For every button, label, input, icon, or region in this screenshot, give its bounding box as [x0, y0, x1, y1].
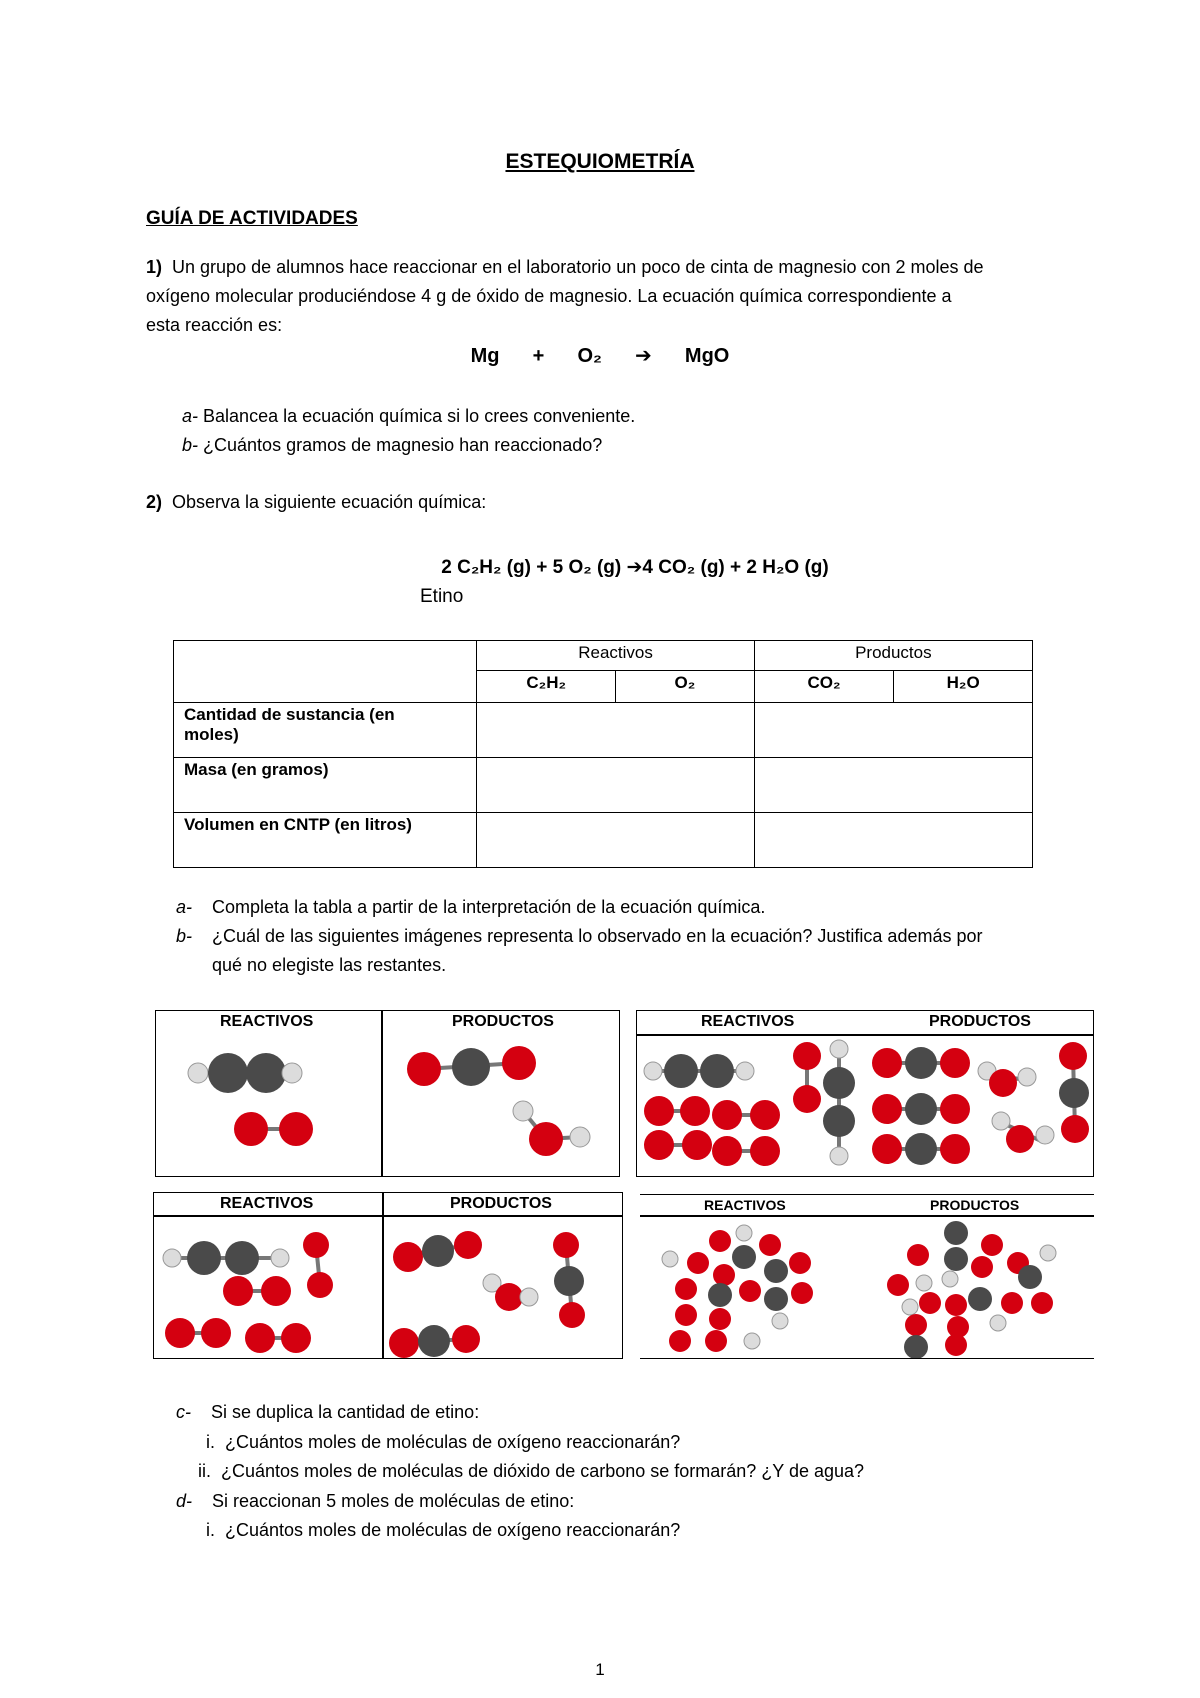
label-productos: PRODUCTOS [929, 1013, 1031, 1030]
hydrogen-atom [644, 1062, 662, 1080]
q2-b-text-2: qué no elegiste las restantes. [212, 955, 447, 975]
oxygen-atom [1001, 1292, 1023, 1314]
eq-o2: O₂ [577, 345, 602, 367]
oxygen-atom [529, 1122, 563, 1156]
q2-intro-text: Observa la siguiente ecuación química: [172, 492, 487, 512]
hydrogen-atom [992, 1112, 1010, 1130]
q2-d-i-num: i. [206, 1520, 215, 1540]
carbon-atom [225, 1241, 259, 1275]
carbon-atom [554, 1266, 584, 1296]
q2-c-i [206, 1428, 680, 1457]
cell-reactivos-moles[interactable] [477, 703, 754, 758]
oxygen-atom [201, 1318, 231, 1348]
q1-text-line2: oxígeno molecular produciéndose 4 g de óxido de magnesio. La ecuación química correspondiente a [146, 286, 952, 306]
cell-productos-masa[interactable] [754, 758, 1032, 813]
oxygen-atom [1061, 1115, 1089, 1143]
oxygen-atom [495, 1283, 523, 1311]
carbon-atom [1059, 1078, 1089, 1108]
carbon-atom [905, 1093, 937, 1125]
row-label-moles-a: Cantidad de sustancia (en [184, 705, 395, 724]
oxygen-atom [223, 1276, 253, 1306]
oxygen-atom [234, 1112, 268, 1146]
hydrogen-atom [736, 1062, 754, 1080]
hydrogen-atom [830, 1147, 848, 1165]
col-c2h2: C₂H₂ [477, 671, 616, 703]
oxygen-atom [1059, 1042, 1087, 1070]
hydrogen-atom [830, 1040, 848, 1058]
hydrogen-atom [662, 1251, 678, 1267]
oxygen-atom [759, 1234, 781, 1256]
oxygen-atom [454, 1231, 482, 1259]
hydrogen-atom [163, 1249, 181, 1267]
q2-d-i-text: ¿Cuántos moles de moléculas de oxígeno reaccionarán? [225, 1520, 681, 1540]
molecules-drawing [640, 1195, 1094, 1358]
image-option-2[interactable] [636, 1010, 1094, 1177]
hydrogen-atom [513, 1101, 533, 1121]
oxygen-atom [675, 1278, 697, 1300]
oxygen-atom [389, 1328, 419, 1358]
hydrogen-atom [736, 1225, 752, 1241]
carbon-atom [732, 1245, 756, 1269]
oxygen-atom [712, 1136, 742, 1166]
arrow-icon: ➔ [635, 345, 652, 367]
oxygen-atom [393, 1242, 423, 1272]
oxygen-atom [919, 1292, 941, 1314]
page-number: 1 [595, 1660, 605, 1679]
carbon-atom [708, 1283, 732, 1307]
q2-a-letter: a- [176, 897, 193, 917]
q1-item-a [182, 402, 635, 431]
image-option-1[interactable] [155, 1010, 620, 1177]
oxygen-atom [1031, 1292, 1053, 1314]
label-productos: PRODUCTOS [450, 1195, 552, 1212]
carbon-atom [968, 1287, 992, 1311]
label-reactivos: REACTIVOS [704, 1197, 786, 1213]
q1-line1 [146, 253, 1106, 282]
hydrogen-atom [916, 1275, 932, 1291]
oxygen-atom [981, 1234, 1003, 1256]
cell-productos-moles[interactable] [754, 703, 1032, 758]
oxygen-atom [281, 1323, 311, 1353]
oxygen-atom [307, 1272, 333, 1298]
oxygen-atom [669, 1330, 691, 1352]
carbon-atom [208, 1053, 248, 1093]
oxygen-atom [945, 1294, 967, 1316]
col-h2o: H₂O [894, 671, 1033, 703]
label-reactivos: REACTIVOS [220, 1195, 314, 1212]
q1-a-letter: a- [182, 406, 199, 426]
oxygen-atom [789, 1252, 811, 1274]
oxygen-atom [687, 1252, 709, 1274]
oxygen-atom [750, 1136, 780, 1166]
oxygen-atom [793, 1042, 821, 1070]
carbon-atom [187, 1241, 221, 1275]
oxygen-atom [675, 1304, 697, 1326]
carbon-atom [905, 1133, 937, 1165]
oxygen-atom [907, 1244, 929, 1266]
cell-productos-volumen[interactable] [754, 813, 1032, 868]
q1-text-line1: Un grupo de alumnos hace reaccionar en el laboratorio un poco de cinta de magnesio con 2 moles de [172, 257, 984, 277]
q2-intro [146, 488, 1106, 517]
q2-a-text: Completa la tabla a partir de la interpretación de la ecuación química. [212, 897, 766, 917]
oxygen-atom [452, 1325, 480, 1353]
q1-item-b [182, 431, 602, 460]
q2-item-a [176, 893, 765, 922]
oxygen-atom [261, 1276, 291, 1306]
q2-c-ii-num: ii. [198, 1461, 211, 1481]
q2-d-i [206, 1516, 680, 1545]
col-o2: O₂ [616, 671, 755, 703]
oxygen-atom [279, 1112, 313, 1146]
oxygen-atom [872, 1134, 902, 1164]
molecules-drawing [637, 1011, 1093, 1176]
hydrogen-atom [1018, 1068, 1036, 1086]
q1-number: 1) [146, 257, 163, 277]
header-productos: Productos [754, 641, 1032, 671]
label-reactivos: REACTIVOS [701, 1013, 795, 1030]
oxygen-atom [872, 1094, 902, 1124]
page-title: ESTEQUIOMETRÍA [505, 150, 695, 173]
q2-b-letter: b- [176, 926, 193, 946]
carbon-atom [823, 1067, 855, 1099]
q1-b-letter: b- [182, 435, 199, 455]
oxygen-atom [553, 1232, 579, 1258]
hydrogen-atom [942, 1271, 958, 1287]
cell-reactivos-masa[interactable] [477, 758, 754, 813]
q2-equation: 2 C₂H₂ (g) + 5 O₂ (g) ➔4 CO₂ (g) + 2 H₂O (g) [441, 557, 829, 578]
hydrogen-atom [188, 1063, 208, 1083]
oxygen-atom [682, 1130, 712, 1160]
row-label-moles-b: moles) [184, 725, 239, 744]
image-option-4[interactable] [640, 1194, 1094, 1359]
oxygen-atom [905, 1314, 927, 1336]
hydrogen-atom [744, 1333, 760, 1349]
oxygen-atom [165, 1318, 195, 1348]
oxygen-atom [971, 1256, 993, 1278]
hydrogen-atom [1040, 1245, 1056, 1261]
molecules-drawing [156, 1011, 619, 1176]
oxygen-atom [709, 1308, 731, 1330]
q2-c-ii-text: ¿Cuántos moles de moléculas de dióxido de carbono se formarán? ¿Y de agua? [221, 1461, 865, 1481]
carbon-atom [944, 1221, 968, 1245]
hydrogen-atom [902, 1299, 918, 1315]
oxygen-atom [407, 1052, 441, 1086]
carbon-atom [1018, 1265, 1042, 1289]
hydrogen-atom [570, 1127, 590, 1147]
carbon-atom [418, 1325, 450, 1357]
hydrogen-atom [1036, 1126, 1054, 1144]
hydrogen-atom [282, 1063, 302, 1083]
oxygen-atom [1006, 1125, 1034, 1153]
label-productos: PRODUCTOS [930, 1197, 1020, 1213]
q2-d-letter: d- [176, 1491, 193, 1511]
q2-c-ii [198, 1457, 864, 1486]
q2-number: 2) [146, 492, 163, 512]
hydrogen-atom [271, 1249, 289, 1267]
oxygen-atom [680, 1096, 710, 1126]
carbon-atom [905, 1047, 937, 1079]
oxygen-atom [872, 1048, 902, 1078]
header-reactivos: Reactivos [477, 641, 754, 671]
hydrogen-atom [772, 1313, 788, 1329]
q2-item-d [176, 1487, 574, 1516]
hydrogen-atom [520, 1288, 538, 1306]
q2-item-c [176, 1398, 479, 1427]
oxygen-atom [940, 1134, 970, 1164]
oxygen-atom [791, 1282, 813, 1304]
oxygen-atom [750, 1100, 780, 1130]
q2-c-letter: c- [176, 1402, 191, 1422]
oxygen-atom [793, 1085, 821, 1113]
q2-c-i-num: i. [206, 1432, 215, 1452]
q2-b-text-1: ¿Cuál de las siguientes imágenes representa lo observado en la ecuación? Justifica además por [212, 926, 983, 946]
oxygen-atom [502, 1046, 536, 1080]
eq-mg: Mg [470, 345, 500, 367]
q1-b-text: ¿Cuántos gramos de magnesio han reaccionado? [203, 435, 603, 455]
eq-mgo: MgO [684, 345, 730, 367]
carbon-atom [904, 1335, 928, 1358]
col-co2: CO₂ [754, 671, 894, 703]
row-label-masa: Masa (en gramos) [174, 758, 477, 813]
q2-c-i-text: ¿Cuántos moles de moléculas de oxígeno reaccionarán? [225, 1432, 681, 1452]
carbon-atom [764, 1287, 788, 1311]
row-label-moles [174, 703, 477, 758]
carbon-atom [246, 1053, 286, 1093]
carbon-atom [764, 1259, 788, 1283]
image-option-3[interactable] [153, 1192, 623, 1359]
carbon-atom [944, 1247, 968, 1271]
stoichiometry-table [173, 640, 1033, 868]
oxygen-atom [644, 1130, 674, 1160]
oxygen-atom [940, 1094, 970, 1124]
row-label-volumen: Volumen en CNTP (en litros) [174, 813, 477, 868]
carbon-atom [700, 1054, 734, 1088]
carbon-atom [452, 1048, 490, 1086]
oxygen-atom [303, 1232, 329, 1258]
carbon-atom [664, 1054, 698, 1088]
section-subtitle: GUÍA DE ACTIVIDADES [146, 208, 358, 229]
eq-plus: + [532, 345, 545, 367]
oxygen-atom [559, 1302, 585, 1328]
oxygen-atom [739, 1280, 761, 1302]
oxygen-atom [945, 1334, 967, 1356]
hydrogen-atom [990, 1315, 1006, 1331]
label-productos: PRODUCTOS [452, 1013, 554, 1030]
label-reactivos: REACTIVOS [220, 1013, 314, 1030]
q2-d-text: Si reaccionan 5 moles de moléculas de etino: [212, 1491, 575, 1511]
molecules-drawing [154, 1193, 622, 1358]
q1-equation [0, 343, 1200, 368]
oxygen-atom [713, 1264, 735, 1286]
oxygen-atom [709, 1230, 731, 1252]
etino-label: Etino [420, 586, 464, 607]
oxygen-atom [245, 1323, 275, 1353]
oxygen-atom [887, 1274, 909, 1296]
q1-text-line3: esta reacción es: [146, 315, 283, 335]
oxygen-atom [712, 1100, 742, 1130]
cell-reactivos-volumen[interactable] [477, 813, 754, 868]
carbon-atom [823, 1105, 855, 1137]
q1-a-text: Balancea la ecuación química si lo crees conveniente. [203, 406, 636, 426]
table-corner-cell [174, 641, 477, 703]
carbon-atom [422, 1235, 454, 1267]
oxygen-atom [705, 1330, 727, 1352]
q2-c-text: Si se duplica la cantidad de etino: [211, 1402, 480, 1422]
oxygen-atom [644, 1096, 674, 1126]
oxygen-atom [989, 1069, 1017, 1097]
q2-item-b [176, 922, 982, 951]
oxygen-atom [940, 1048, 970, 1078]
